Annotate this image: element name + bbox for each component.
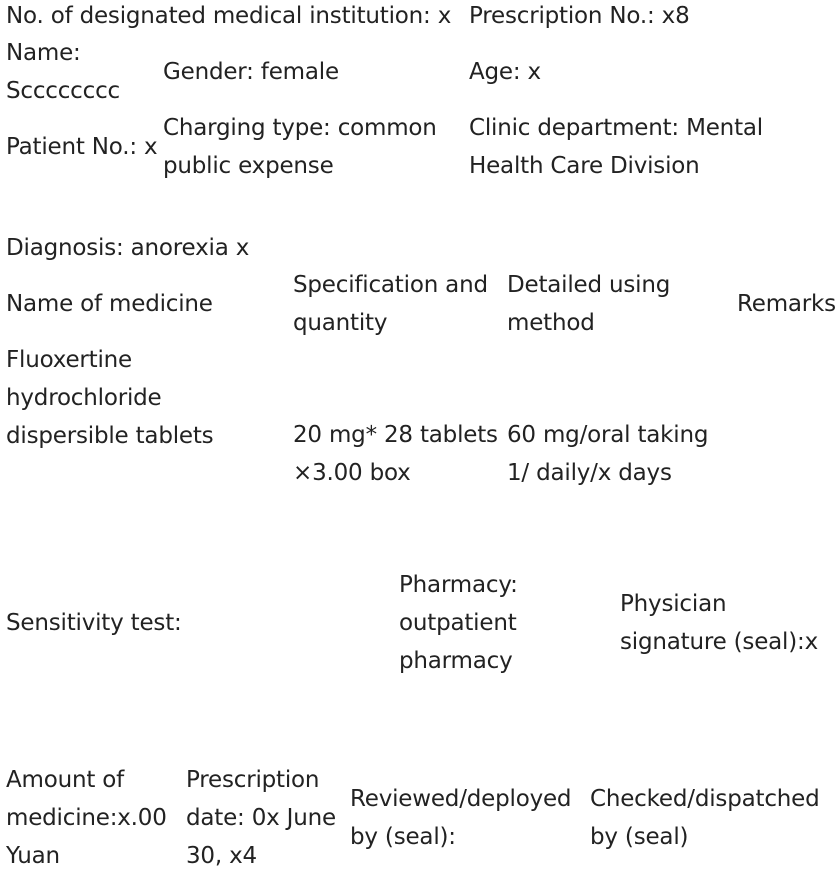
medicine-using-method: 60 mg/oral taking 1/ daily/x days (507, 422, 709, 486)
patient-name: Name: Scccccccc (6, 40, 120, 104)
amount-of-medicine: Amount of medicine:x.00 Yuan (6, 767, 167, 869)
medicine-specification: 20 mg* 28 tablets ×3.00 box (293, 422, 498, 486)
pharmacy: Pharmacy: outpatient pharmacy (399, 572, 518, 674)
clinic-department: Clinic department: Mental Health Care Division (469, 115, 763, 179)
patient-no: Patient No.: x (6, 134, 158, 160)
prescription-date: Prescription date: 0x June 30, x4 (186, 767, 336, 869)
medicine-name: Fluoxertine hydrochloride dispersible tablets (6, 347, 214, 449)
patient-age: Age: x (469, 59, 541, 85)
diagnosis: Diagnosis: anorexia x (6, 235, 250, 261)
col-header-specification: Specification and quantity (293, 272, 488, 336)
reviewed-by: Reviewed/deployed by (seal): (350, 786, 572, 850)
checked-by: Checked/dispatched by (seal) (590, 786, 820, 850)
prescription-no: Prescription No.: x8 (469, 3, 690, 29)
patient-gender: Gender: female (163, 59, 339, 85)
col-header-using-method: Detailed using method (507, 272, 671, 336)
col-header-remarks: Remarks (737, 291, 836, 317)
institution-no: No. of designated medical institution: x (6, 3, 452, 29)
sensitivity-test: Sensitivity test: (6, 610, 182, 636)
charging-type: Charging type: common public expense (163, 115, 437, 179)
col-header-medicine-name: Name of medicine (6, 291, 213, 317)
physician-signature: Physician signature (seal):x (620, 591, 818, 655)
